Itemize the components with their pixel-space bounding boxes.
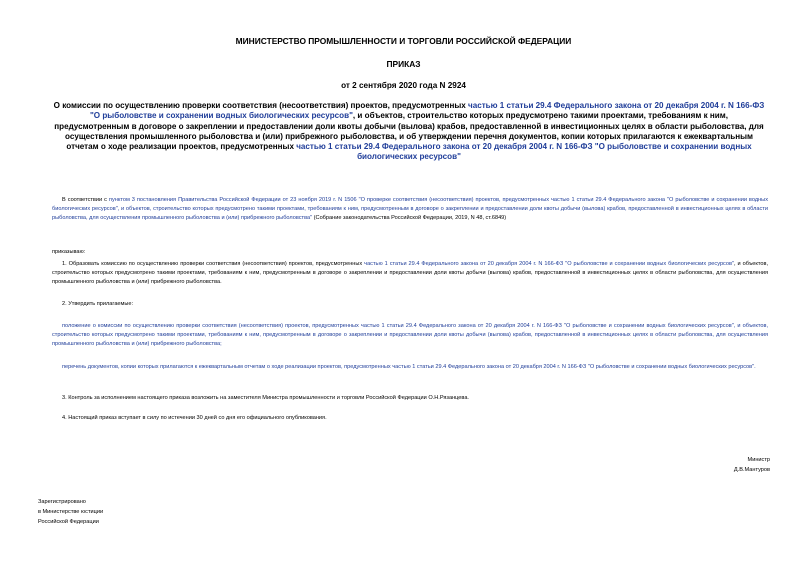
registration-line-1: Зарегистрировано (38, 499, 86, 505)
preamble-decree-link[interactable]: пунктом 3 постановления Правительства Российской Федерации от 23 ноября 2019 г. N 1506 "О проверке соответствия (несоответствия) проектов, предусмотренных частью 1 статьи 29.4 Федерального закона "О рыболовстве и сохранении водных биологических ресурсов", и объектов, строительство которых предусмотрено такими проектами, требованиям к ним, предусмотренным в договоре о закреплении и предоставлении доли квоты добычи (вылова) крабов, предоставленной в инвестиционных целях в области рыболовства, для осуществления промышленного рыболовства и (или) прибрежного рыболовства" (52, 197, 768, 221)
item-2-paragraph: 2. Утвердить прилагаемые: (62, 301, 134, 307)
document-type: ПРИКАЗ (386, 59, 421, 69)
item-3-paragraph: 3. Контроль за исполнением настоящего приказа возложить на заместителя Министра промышленности и торговли Российской Федерации О.Н.Рязанцева. (62, 395, 469, 401)
ministry-heading: МИНИСТЕРСТВО ПРОМЫШЛЕННОСТИ И ТОРГОВЛИ РОССИЙСКОЙ ФЕДЕРАЦИИ (235, 36, 572, 46)
approved-regulation-link[interactable]: положение о комиссии по осуществлению проверки соответствия (несоответствия) проектов, предусмотренных частью 1 статьи 29.4 Федерального закона от 20 декабря 2004 г. N 166-ФЗ "О рыболовстве и сохранении водных биологических ресурсов", и объектов, строительство которых предусмотрено такими проектами, требованиям к ним, предусмотренным в договоре о закреплении и предоставлении доли квоты добычи (вылова) крабов, предоставленной в инвестиционных целях в области рыболовства, для осуществления промышленного рыболовства и (или) прибрежного рыболовства; (52, 323, 768, 347)
signatory-position: Министр (747, 457, 770, 463)
title-text-1: О комиссии по осуществлению проверки соответствия (несоответствия) проектов, предусмотренных (53, 101, 468, 110)
approved-list-paragraph (52, 363, 768, 372)
title-law-link-2[interactable]: частью 1 статьи 29.4 Федерального закона от 20 декабря 2004 г. N 166-ФЗ "О рыболовстве и сохранении водных биологических ресурсов" (296, 142, 752, 162)
order-date-number: от 2 сентября 2020 года N 2924 (341, 81, 466, 90)
order-word: приказываю: (52, 249, 86, 255)
preamble-paragraph (52, 196, 768, 223)
item-1-law-link[interactable]: частью 1 статьи 29.4 Федерального закона от 20 декабря 2004 г. N 166-ФЗ "О рыболовстве и сохранении водных биологических ресурсов" (364, 261, 734, 267)
preamble-text-2: (Собрание законодательства Российской Федерации, 2019, N 48, ст.6849) (312, 215, 507, 221)
registration-note (38, 497, 238, 527)
title-law-link-1[interactable]: частью 1 статьи 29.4 Федерального закона от 20 декабря 2004 г. N 166-ФЗ "О рыболовстве и сохранении водных биологических ресурсов" (89, 101, 765, 121)
approved-list-link[interactable]: перечень документов, копии которых прилагаются к ежеквартальным отчетам о ходе реализации проектов, предусмотренных частью 1 статьи 29.4 Федерального закона от 20 декабря 2004 г. N 166-ФЗ "О рыболовстве и сохранении водных биологических ресурсов". (62, 364, 756, 370)
registration-line-2: в Министерстве юстиции (38, 509, 104, 515)
approved-regulation-paragraph (52, 322, 768, 349)
title-text-2: , и объектов, строительство которых предусмотрено такими проектами, требованиям к ним, предусмотренным в договоре о закреплении и предоставлении доли квоты добычи (вылова) крабов, предоставленной в инвестиционных целях в области рыболовства, для осуществления промышленного рыболовства и (или) прибрежного рыболовства, и об утверждении перечня документов, копии которых прилагаются к ежеквартальным отчетам о ходе реализации проектов, предусмотренных (54, 111, 764, 152)
document-title (52, 101, 766, 163)
item-4-paragraph: 4. Настоящий приказ вступает в силу по истечении 30 дней со дня его официального опубликования. (62, 415, 327, 421)
item-1-paragraph (52, 260, 768, 287)
registration-line-3: Российской Федерации (38, 519, 99, 525)
signatory-name: Д.В.Мантуров (733, 467, 770, 473)
preamble-text-1: В соответствии с (62, 197, 109, 203)
signature-block (690, 455, 770, 475)
item-1-text-2: , и объектов, строительство которых предусмотрено такими проектами, требованиям к ним, предусмотренным в договоре о закреплении и предоставлении доли квоты добычи (вылова) крабов, предоставленной в инвестиционных целях в области рыболовства, для осуществления промышленного рыболовства и (или) прибрежного рыболовства. (52, 261, 769, 285)
item-1-text-1: 1. Образовать комиссию по осуществлению проверки соответствия (несоответствия) проектов, предусмотренных (62, 261, 365, 267)
